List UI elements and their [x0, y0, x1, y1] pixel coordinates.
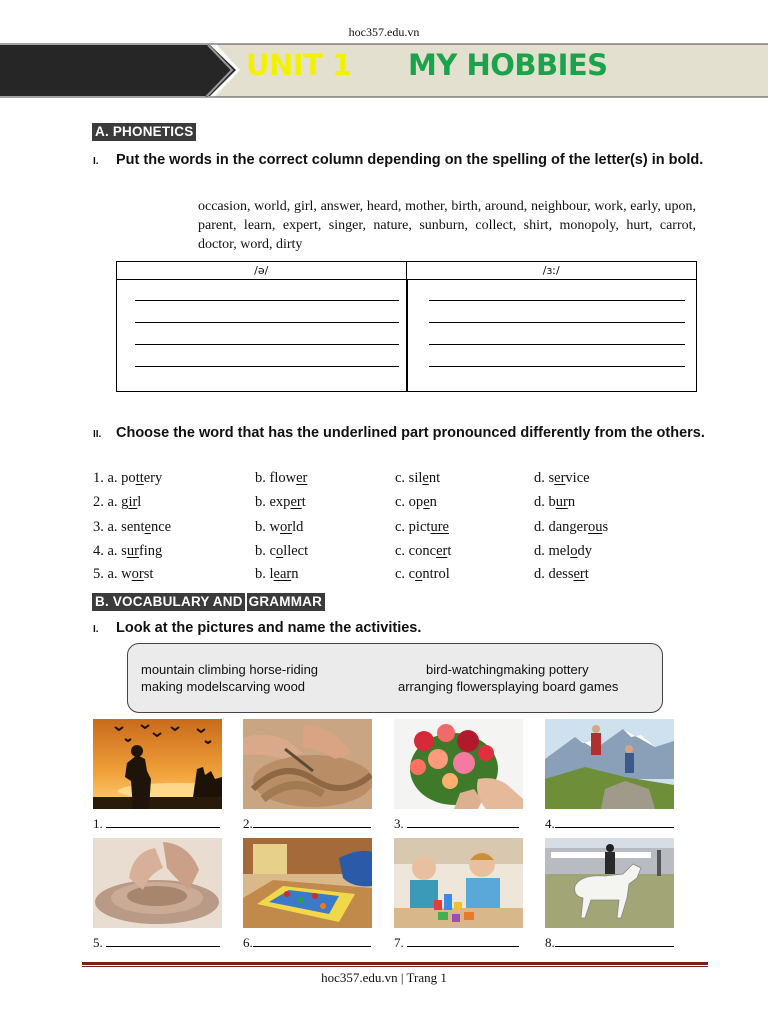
option-underlined-part: ur	[555, 494, 568, 510]
option-underlined-part: e	[422, 470, 429, 486]
option-text: 4. a. s	[93, 543, 127, 559]
picture-number: 4.	[545, 816, 555, 831]
heading-separator	[245, 593, 247, 611]
option-text: n	[291, 566, 299, 582]
picture-label-4	[545, 816, 674, 832]
answer-option[interactable]	[93, 494, 141, 511]
answer-line[interactable]	[429, 344, 685, 345]
question-number: I.	[93, 624, 99, 635]
answer-option[interactable]	[395, 543, 451, 560]
option-underlined-part: e	[144, 519, 151, 535]
answer-option[interactable]	[534, 519, 608, 536]
sound-sort-table	[116, 261, 697, 392]
answer-line[interactable]	[429, 300, 685, 301]
answer-line[interactable]	[135, 366, 399, 367]
option-underlined-part: ur	[126, 543, 139, 559]
bird-watching-photo	[93, 719, 222, 809]
option-text: st	[143, 566, 154, 582]
option-text: 5. a. w	[93, 566, 132, 582]
section-b-heading-part1: B. VOCABULARY AND	[95, 594, 243, 609]
option-underlined-part: er	[290, 494, 302, 510]
option-text: d. s	[534, 470, 555, 486]
answer-option[interactable]	[395, 470, 440, 487]
option-text: 1. a. po	[93, 470, 136, 486]
answer-option[interactable]	[534, 494, 575, 511]
option-text: t	[301, 494, 306, 510]
question-row	[93, 494, 713, 514]
answer-option[interactable]	[534, 470, 590, 487]
answer-option[interactable]	[395, 519, 449, 536]
option-text: t	[447, 543, 452, 559]
unit-label: UNIT 1	[246, 48, 352, 82]
option-text: d. danger	[534, 519, 588, 535]
option-text: b. exp	[255, 494, 291, 510]
option-text: dy	[577, 543, 592, 559]
option-underlined-part: er	[573, 566, 585, 582]
option-text: vice	[565, 470, 590, 486]
picture-label-2	[243, 816, 371, 832]
option-text: n	[567, 494, 576, 510]
answer-line[interactable]	[135, 300, 399, 301]
question-text: Put the words in the correct column depending on the spelling of the letter(s) in bold.	[116, 152, 704, 168]
option-text: b. flow	[255, 470, 297, 486]
answer-option[interactable]	[534, 543, 592, 560]
question-row	[93, 470, 713, 490]
picture-number: 5.	[93, 935, 103, 950]
answer-option[interactable]	[534, 566, 589, 583]
making-models-photo	[394, 838, 523, 928]
option-text: b. c	[255, 543, 276, 559]
question-number: II.	[93, 429, 102, 440]
option-text: d. dess	[534, 566, 574, 582]
answer-line[interactable]	[135, 344, 399, 345]
answer-line[interactable]	[429, 366, 685, 367]
option-text: n	[429, 494, 437, 510]
picture-label-7	[394, 935, 519, 951]
option-underlined-part: ou	[587, 519, 603, 535]
option-underlined-part: er	[296, 470, 308, 486]
answer-blank[interactable]	[106, 816, 220, 828]
answer-blank[interactable]	[407, 816, 519, 828]
picture-number: 3.	[394, 816, 404, 831]
answer-blank[interactable]	[555, 935, 674, 947]
option-text: l	[137, 494, 142, 510]
picture-label-3	[394, 816, 519, 832]
option-text: b. w	[255, 519, 280, 535]
option-text: c. conc	[395, 543, 437, 559]
answer-blank[interactable]	[407, 935, 519, 947]
option-text: s	[602, 519, 609, 535]
answer-option[interactable]	[395, 494, 437, 511]
column-header-schwa: /ə/	[117, 262, 407, 280]
option-underlined-part: er	[436, 543, 448, 559]
word-box-item: making modelscarving wood	[141, 679, 306, 694]
option-text: ld	[292, 519, 304, 535]
picture-label-5	[93, 935, 220, 951]
picture-number: 7.	[394, 935, 404, 950]
answer-option[interactable]	[93, 543, 162, 560]
board-game-photo	[243, 838, 372, 928]
option-underlined-part: ir	[128, 494, 138, 510]
word-box-item: mountain climbing horse-riding	[141, 662, 319, 677]
option-text: b. l	[255, 566, 274, 582]
answer-line[interactable]	[429, 322, 685, 323]
option-underlined-part: or	[131, 566, 144, 582]
column-divider	[406, 280, 408, 391]
answer-option[interactable]	[255, 566, 298, 583]
word-box-item: bird-watchingmaking pottery	[426, 662, 589, 677]
unit-title: MY HOBBIES	[408, 48, 608, 82]
option-text: ntrol	[422, 566, 450, 582]
word-list	[198, 197, 696, 254]
option-text: 3. a. sent	[93, 519, 145, 535]
picture-number: 6.	[243, 935, 253, 950]
answer-option[interactable]	[255, 494, 306, 511]
option-underlined-part: o	[275, 543, 284, 559]
section-b-heading-part2: GRAMMAR	[248, 594, 323, 609]
option-text: d. b	[534, 494, 556, 510]
option-text: fing	[138, 543, 163, 559]
picture-number: 8.	[545, 935, 555, 950]
option-underlined-part: e	[423, 494, 430, 510]
option-underlined-part: tt	[135, 470, 144, 486]
answer-option[interactable]	[255, 543, 308, 560]
section-b-heading	[92, 593, 325, 611]
site-header: hoc357.edu.vn	[348, 25, 420, 39]
option-text: nt	[428, 470, 441, 486]
option-text: d. mel	[534, 543, 571, 559]
answer-option[interactable]	[93, 470, 162, 487]
answer-option[interactable]	[395, 566, 450, 583]
option-text: 2. a. g	[93, 494, 129, 510]
question-text: Choose the word that has the underlined part pronounced differently from the others.	[116, 425, 705, 441]
picture-label-1	[93, 816, 220, 832]
activity-word-box	[127, 643, 663, 713]
option-text: c. pict	[395, 519, 431, 535]
arranging-flowers-photo	[394, 719, 523, 809]
picture-number: 1.	[93, 816, 103, 831]
making-pottery-photo	[93, 838, 222, 928]
question-row	[93, 543, 713, 563]
word-box-item: arranging flowersplaying board games	[398, 679, 619, 694]
answer-blank[interactable]	[253, 935, 371, 947]
answer-option[interactable]	[93, 566, 153, 583]
word-list-text: occasion, world, girl, answer, heard, mother, birth, around, neighbour, work, early, upon, parent, learn, expert, singer, nature, sunburn, collect, shirt, monopoly, hurt, carrot, doctor, word, dirty	[198, 199, 696, 252]
title-banner	[0, 43, 768, 98]
footer-rule-thin	[82, 966, 708, 967]
mountain-climbing-photo	[545, 719, 674, 809]
footer-page-number: hoc357.edu.vn | Trang 1	[321, 970, 447, 985]
answer-blank[interactable]	[555, 816, 674, 828]
option-underlined-part: ear	[273, 566, 292, 582]
question-row	[93, 566, 713, 586]
option-text: ery	[143, 470, 163, 486]
horse-riding-photo	[545, 838, 674, 928]
answer-line[interactable]	[135, 322, 399, 323]
answer-option[interactable]	[255, 470, 307, 487]
option-underlined-part: er	[554, 470, 566, 486]
option-text: c. c	[395, 566, 416, 582]
question-row	[93, 519, 713, 539]
answer-option[interactable]	[255, 519, 303, 536]
option-text: c. op	[395, 494, 424, 510]
question-text: Look at the pictures and name the activities.	[116, 620, 422, 636]
carving-wood-photo	[243, 719, 372, 809]
picture-number: 2.	[243, 816, 253, 831]
option-text: nce	[150, 519, 172, 535]
option-text: llect	[283, 543, 309, 559]
column-header-er: /ɜː/	[407, 262, 697, 280]
picture-label-8	[545, 935, 674, 951]
answer-option[interactable]	[93, 519, 171, 536]
question-number: I.	[93, 156, 99, 167]
answer-blank[interactable]	[253, 816, 371, 828]
answer-blank[interactable]	[106, 935, 220, 947]
section-a-heading: A. PHONETICS	[92, 123, 196, 141]
picture-label-6	[243, 935, 371, 951]
option-underlined-part: or	[279, 519, 293, 535]
option-underlined-part: o	[570, 543, 578, 559]
option-text: t	[584, 566, 589, 582]
option-underlined-part: ure	[430, 519, 449, 535]
option-underlined-part: o	[415, 566, 423, 582]
footer-rule	[82, 962, 708, 965]
option-text: c. sil	[395, 470, 423, 486]
